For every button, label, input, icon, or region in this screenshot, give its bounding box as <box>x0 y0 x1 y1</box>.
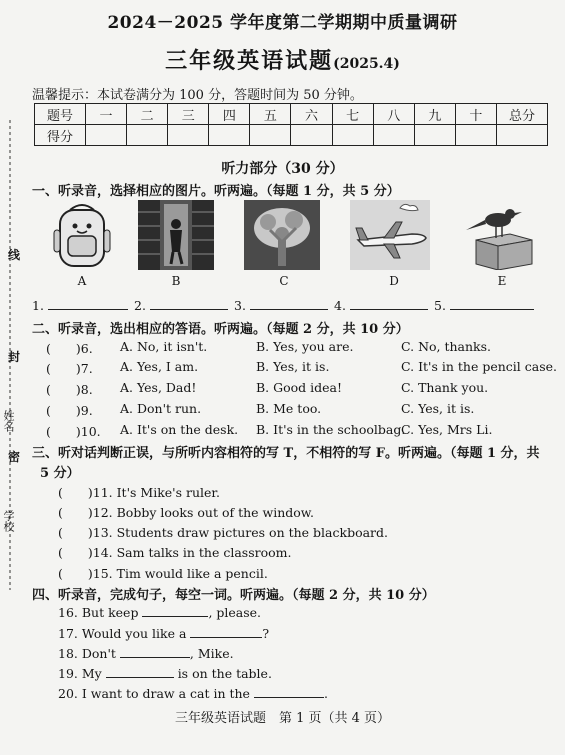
score-table-score-row <box>35 125 548 146</box>
score-cell-4: 四 <box>209 104 250 125</box>
score-cell-3: 三 <box>168 104 209 125</box>
score-input[interactable] <box>168 125 209 146</box>
score-row-label: 得分 <box>35 125 86 146</box>
exam-title-text: 三年级英语试题 <box>165 48 334 74</box>
blank-number: 2. <box>134 298 146 313</box>
tree-drawing-icon <box>244 200 316 270</box>
score-table-header-row <box>35 104 548 125</box>
q8-option-a[interactable]: A. Yes, Dad! <box>120 380 197 395</box>
q7-option-a[interactable]: A. Yes, I am. <box>120 359 199 374</box>
q16 <box>58 604 261 620</box>
part3-heading-line1: 三、听对话判断正误，与所听内容相符的写 T，不相符的写 F。听两遍。（每题 1 分，共 <box>32 446 540 461</box>
q18-blank[interactable] <box>120 645 190 658</box>
score-cell-6: 六 <box>291 104 332 125</box>
q9-option-c[interactable]: C. Yes, it is. <box>401 401 475 416</box>
answer-blank-3[interactable] <box>234 297 328 313</box>
q10-option-b[interactable]: B. It's in the schoolbag. <box>256 422 406 437</box>
answer-blank-5[interactable] <box>434 297 534 313</box>
part4-heading: 四、听录音，完成句子，每空一词。听两遍。（每题 2 分，共 10 分） <box>32 588 435 603</box>
part2-heading: 二、听录音，选出相应的答语。听两遍。（每题 2 分，共 10 分） <box>32 322 409 337</box>
q18-text-after: , Mike. <box>189 646 234 661</box>
part1-heading: 一、听录音，选择相应的图片。听两遍。（每题 1 分，共 5 分） <box>32 184 400 199</box>
score-input[interactable] <box>497 125 548 146</box>
q20 <box>58 685 328 701</box>
backpack-icon <box>46 200 118 270</box>
q13[interactable]: ( )13. Students draw pictures on the blackboard. <box>58 525 388 540</box>
q19 <box>58 665 272 681</box>
q6-number: ( )6. <box>46 341 93 356</box>
score-input[interactable] <box>291 125 332 146</box>
q17-text-before: 17. Would you like a <box>58 626 187 641</box>
answer-blank-1[interactable] <box>32 297 128 313</box>
q8-option-b[interactable]: B. Good idea! <box>256 380 343 395</box>
score-cell-label: 题号 <box>35 104 86 125</box>
picture-label-a: A <box>77 274 87 288</box>
q16-text-before: 16. But keep <box>58 605 139 620</box>
score-input[interactable] <box>209 125 250 146</box>
binding-label-school: 学校 <box>2 510 15 532</box>
q9-number: ( )9. <box>46 403 93 418</box>
score-input[interactable] <box>414 125 455 146</box>
q16-text-after: , please. <box>208 605 262 620</box>
q10-option-a[interactable]: A. It's on the desk. <box>120 422 239 437</box>
exam-header-title: 2024－2025 学年度第二学期期中质量调研 <box>107 13 458 33</box>
page-footer: 三年级英语试题 第 1 页（共 4 页） <box>174 711 391 726</box>
q14[interactable]: ( )14. Sam talks in the classroom. <box>58 545 292 560</box>
q10-number: ( )10. <box>46 424 101 439</box>
score-input[interactable] <box>250 125 291 146</box>
score-input[interactable] <box>127 125 168 146</box>
q10-option-c[interactable]: C. Yes, Mrs Li. <box>401 422 493 437</box>
q19-text-before: 19. My <box>58 666 102 681</box>
q18 <box>58 645 234 661</box>
picture-label-e: E <box>497 274 507 288</box>
q19-blank[interactable] <box>106 665 174 678</box>
answer-blank-4[interactable] <box>334 297 428 313</box>
score-input[interactable] <box>332 125 373 146</box>
score-input[interactable] <box>373 125 414 146</box>
picture-label-c: C <box>279 274 289 288</box>
answer-blank-2[interactable] <box>134 297 228 313</box>
airplane-icon <box>350 200 430 270</box>
q16-blank[interactable] <box>142 604 208 617</box>
q7-option-c[interactable]: C. It's in the pencil case. <box>401 359 557 374</box>
q18-text-before: 18. Don't <box>58 646 116 661</box>
q17-blank[interactable] <box>190 625 262 638</box>
q15[interactable]: ( )15. Tim would like a pencil. <box>58 566 268 581</box>
score-input[interactable] <box>455 125 496 146</box>
score-cell-7: 七 <box>332 104 373 125</box>
exam-date: (2025.4) <box>333 56 400 72</box>
score-input[interactable] <box>86 125 127 146</box>
score-table <box>34 103 548 146</box>
score-cell-5: 五 <box>250 104 291 125</box>
q17 <box>58 625 269 641</box>
q12[interactable]: ( )12. Bobby looks out of the window. <box>58 505 314 520</box>
library-photo <box>138 200 210 270</box>
bird-on-box-icon <box>462 200 540 270</box>
part3-heading-line2: 5 分） <box>40 466 80 481</box>
q7-option-b[interactable]: B. Yes, it is. <box>256 359 330 374</box>
score-cell-8: 八 <box>373 104 414 125</box>
picture-label-b: B <box>171 274 181 288</box>
score-cell-1: 一 <box>86 104 127 125</box>
blank-number: 1. <box>32 298 44 313</box>
q20-blank[interactable] <box>254 685 324 698</box>
q17-text-after: ? <box>262 626 270 641</box>
q7-number: ( )7. <box>46 361 93 376</box>
blank-number: 4. <box>334 298 346 313</box>
blank-number: 3. <box>234 298 246 313</box>
listening-section-title: 听力部分（30 分） <box>221 161 344 177</box>
binding-label-mi: 密 <box>8 450 21 464</box>
binding-label-feng: 封 <box>8 350 21 364</box>
q9-option-b[interactable]: B. Me too. <box>256 401 322 416</box>
q6-option-a[interactable]: A. No, it isn't. <box>120 339 208 354</box>
score-cell-10: 十 <box>455 104 496 125</box>
blank-number: 5. <box>434 298 446 313</box>
q11[interactable]: ( )11. It's Mike's ruler. <box>58 485 220 500</box>
exam-tip: 温馨提示：本试卷满分为 100 分，答题时间为 50 分钟。 <box>32 88 363 103</box>
q20-text-before: 20. I want to draw a cat in the <box>58 686 250 701</box>
binding-margin <box>0 120 30 590</box>
q20-text-after: . <box>323 686 328 701</box>
score-cell-2: 二 <box>127 104 168 125</box>
q9-option-a[interactable]: A. Don't run. <box>120 401 202 416</box>
exam-title <box>0 44 565 75</box>
q6-option-c[interactable]: C. No, thanks. <box>401 339 492 354</box>
q8-number: ( )8. <box>46 382 93 397</box>
picture-label-d: D <box>389 274 399 288</box>
binding-label-name: 姓名 <box>2 410 15 432</box>
q19-text-after: is on the table. <box>177 666 272 681</box>
score-cell-total: 总分 <box>497 104 548 125</box>
binding-label-xian: 线 <box>8 248 21 262</box>
score-cell-9: 九 <box>414 104 455 125</box>
q8-option-c[interactable]: C. Thank you. <box>401 380 489 395</box>
q6-option-b[interactable]: B. Yes, you are. <box>256 339 354 354</box>
